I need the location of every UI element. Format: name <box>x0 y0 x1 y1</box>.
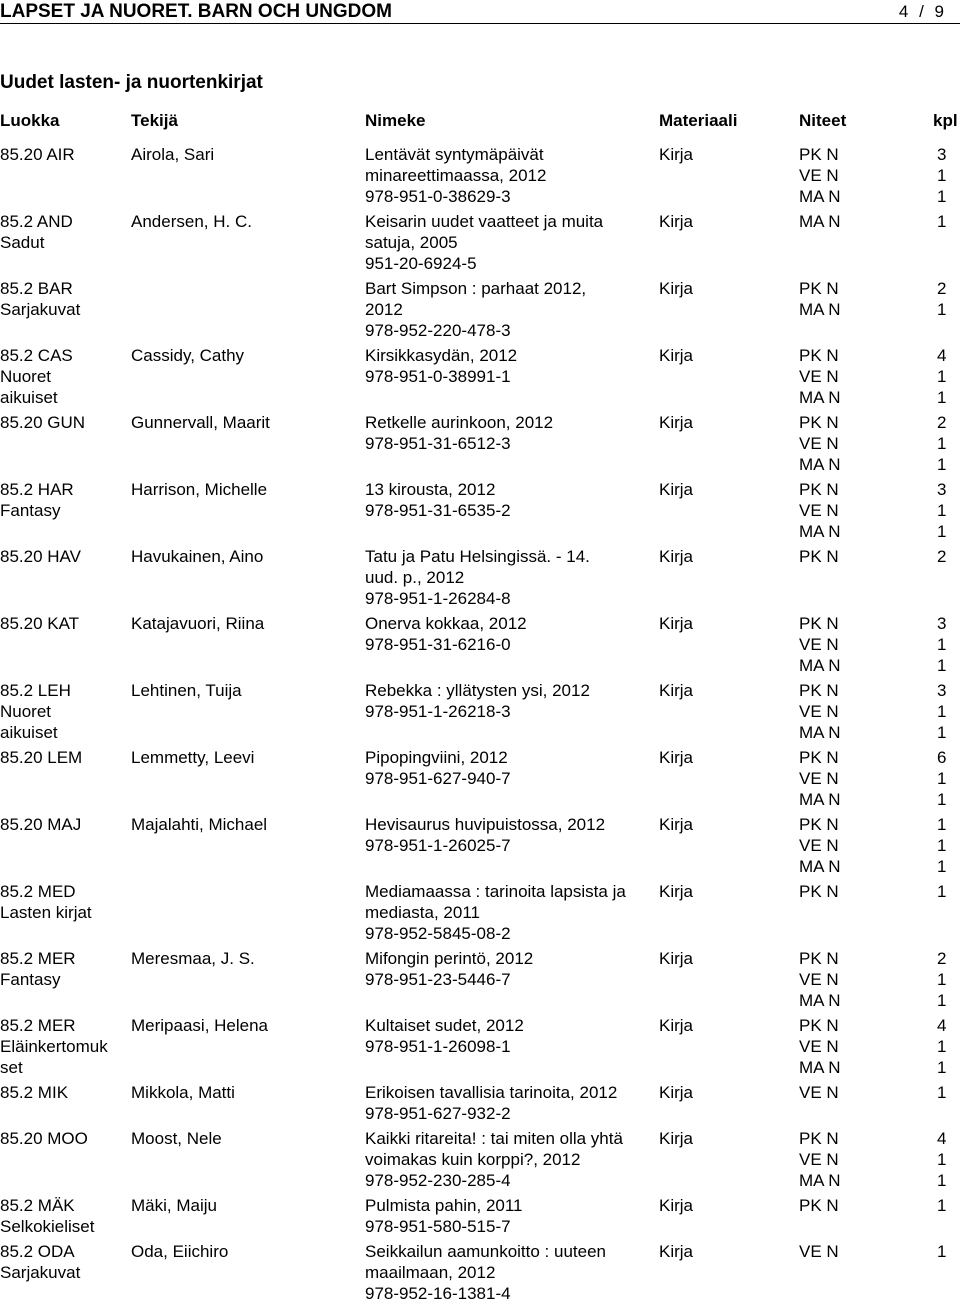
copy-count: 1 <box>937 1083 947 1102</box>
cell-material: Kirja <box>659 681 694 700</box>
copy-entry <box>799 814 947 835</box>
copy-location: MA N <box>799 187 841 206</box>
copy-entry <box>799 680 947 701</box>
cell-author: Gunnervall, Maarit <box>131 413 270 432</box>
copy-location: MA N <box>799 857 841 876</box>
copy-count: 1 <box>937 1150 947 1169</box>
copy-entry <box>799 412 947 433</box>
copy-location: VE N <box>799 836 839 855</box>
cell-copies <box>799 613 947 676</box>
cell-title: Kirsikkasydän, 2012 978-951-0-38991-1 <box>365 346 518 386</box>
cell-author: Harrison, Michelle <box>131 480 268 499</box>
cell-author: Oda, Eiichiro <box>131 1242 229 1261</box>
copy-entry <box>799 1128 947 1149</box>
page-number: 4 / 9 <box>898 1 944 21</box>
copy-entry <box>799 835 947 856</box>
copy-location: MA N <box>799 300 841 319</box>
copy-location: VE N <box>799 1150 839 1169</box>
cell-class: 85.20 MOO <box>0 1129 88 1148</box>
cell-title: Hevisaurus huvipuistossa, 2012 978-951-1-26025-7 <box>365 815 606 855</box>
cell-copies <box>799 412 947 475</box>
cell-author: Mäki, Maiju <box>131 1196 217 1215</box>
column-headers <box>0 111 960 133</box>
copy-count: 1 <box>937 434 947 453</box>
cell-author: Andersen, H. C. <box>131 212 252 231</box>
copy-entry <box>799 500 947 521</box>
copy-count: 1 <box>937 388 947 407</box>
cell-copies <box>799 1241 947 1262</box>
cell-author: Moost, Nele <box>131 1129 222 1148</box>
cell-copies <box>799 747 947 810</box>
copy-location: MA N <box>799 790 841 809</box>
col-header-kpl: kpl <box>933 111 958 130</box>
col-header-material: Materiaali <box>659 111 738 130</box>
copy-count: 6 <box>937 748 947 767</box>
cell-title: Kultaiset sudet, 2012 978-951-1-26098-1 <box>365 1016 524 1056</box>
copy-entry <box>799 454 947 475</box>
cell-title: 13 kirousta, 2012 978-951-31-6535-2 <box>365 480 511 520</box>
copy-location: VE N <box>799 501 839 520</box>
copy-entry <box>799 546 947 567</box>
cell-copies <box>799 1195 947 1216</box>
cell-class: 85.20 GUN <box>0 413 86 432</box>
cell-material: Kirja <box>659 1016 694 1035</box>
copy-count: 1 <box>937 723 947 742</box>
cell-material: Kirja <box>659 1242 694 1261</box>
copy-entry <box>799 433 947 454</box>
table-row <box>0 881 960 948</box>
copy-count: 1 <box>937 455 947 474</box>
cell-copies <box>799 546 947 567</box>
cell-title: Erikoisen tavallisia tarinoita, 2012 978-951-627-932-2 <box>365 1083 618 1123</box>
table-row <box>0 1195 960 1241</box>
cell-author: Meripaasi, Helena <box>131 1016 269 1035</box>
copy-count: 1 <box>937 1196 947 1215</box>
copy-location: MA N <box>799 1171 841 1190</box>
cell-class: 85.2 AND Sadut <box>0 212 73 252</box>
copy-location: PK N <box>799 748 839 767</box>
table-row <box>0 211 960 278</box>
cell-class: 85.20 LEM <box>0 748 83 767</box>
copy-location: MA N <box>799 1058 841 1077</box>
copy-count: 2 <box>937 279 947 298</box>
copy-count: 1 <box>937 166 947 185</box>
copy-entry <box>799 1036 947 1057</box>
copy-location: MA N <box>799 522 841 541</box>
copy-count: 1 <box>937 970 947 989</box>
copy-location: PK N <box>799 1129 839 1148</box>
cell-copies <box>799 1015 947 1078</box>
copy-count: 1 <box>937 815 947 834</box>
copy-entry <box>799 1082 947 1103</box>
table-row <box>0 345 960 412</box>
copy-entry <box>799 345 947 366</box>
table-row <box>0 747 960 814</box>
copy-location: PK N <box>799 614 839 633</box>
copy-count: 1 <box>937 522 947 541</box>
cell-material: Kirja <box>659 949 694 968</box>
copy-location: PK N <box>799 1196 839 1215</box>
table-row <box>0 948 960 1015</box>
copy-entry <box>799 387 947 408</box>
cell-author: Cassidy, Cathy <box>131 346 245 365</box>
copy-entry <box>799 655 947 676</box>
copy-count: 1 <box>937 367 947 386</box>
copy-location: PK N <box>799 815 839 834</box>
copy-location: VE N <box>799 702 839 721</box>
cell-title: Mifongin perintö, 2012 978-951-23-5446-7 <box>365 949 534 989</box>
copy-count: 4 <box>937 346 947 365</box>
copy-count: 4 <box>937 1129 947 1148</box>
copy-count: 1 <box>937 187 947 206</box>
cell-title: Keisarin uudet vaatteet ja muita satuja, 2005 951-20-6924-5 <box>365 212 604 273</box>
copy-count: 1 <box>937 1242 947 1261</box>
cell-author: Lemmetty, Leevi <box>131 748 255 767</box>
copy-entry <box>799 165 947 186</box>
cell-class: 85.2 MER Eläinkertomuk set <box>0 1016 108 1077</box>
cell-copies <box>799 144 947 207</box>
book-list <box>0 144 960 1308</box>
table-row <box>0 1015 960 1082</box>
section-title: Uudet lasten- ja nuortenkirjat <box>0 72 263 93</box>
copy-count: 1 <box>937 769 947 788</box>
copy-count: 1 <box>937 635 947 654</box>
copy-location: PK N <box>799 413 839 432</box>
copy-entry <box>799 701 947 722</box>
copy-location: MA N <box>799 723 841 742</box>
cell-author: Lehtinen, Tuija <box>131 681 242 700</box>
cell-class: 85.20 KAT <box>0 614 80 633</box>
copy-count: 1 <box>937 790 947 809</box>
col-header-author: Tekijä <box>131 111 178 130</box>
copy-location: MA N <box>799 212 841 231</box>
copy-entry <box>799 186 947 207</box>
copy-location: VE N <box>799 434 839 453</box>
cell-copies <box>799 814 947 877</box>
copy-entry <box>799 1015 947 1036</box>
cell-copies <box>799 680 947 743</box>
table-row <box>0 613 960 680</box>
cell-title: Pulmista pahin, 2011 978-951-580-515-7 <box>365 1196 523 1236</box>
cell-material: Kirja <box>659 480 694 499</box>
cell-material: Kirja <box>659 748 694 767</box>
copy-count: 1 <box>937 857 947 876</box>
copy-count: 4 <box>937 1016 947 1035</box>
copy-count: 3 <box>937 681 947 700</box>
copy-count: 1 <box>937 1058 947 1077</box>
copy-entry <box>799 634 947 655</box>
cell-copies <box>799 479 947 542</box>
copy-entry <box>799 1170 947 1191</box>
cell-material: Kirja <box>659 1129 694 1148</box>
copy-entry <box>799 969 947 990</box>
cell-material: Kirja <box>659 882 694 901</box>
copy-location: MA N <box>799 388 841 407</box>
cell-title: Mediamaassa : tarinoita lapsista ja mediasta, 2011 978-952-5845-08-2 <box>365 882 626 943</box>
cell-material: Kirja <box>659 1083 694 1102</box>
table-row <box>0 680 960 747</box>
copy-entry <box>799 521 947 542</box>
cell-title: Kaikki ritareita! : tai miten olla yhtä voimakas kuin korppi?, 2012 978-952-230-285-4 <box>365 1129 623 1190</box>
cell-title: Tatu ja Patu Helsingissä. - 14. uud. p., 2012 978-951-1-26284-8 <box>365 547 590 608</box>
cell-author: Mikkola, Matti <box>131 1083 235 1102</box>
copy-location: PK N <box>799 279 839 298</box>
cell-material: Kirja <box>659 614 694 633</box>
cell-copies <box>799 1128 947 1191</box>
cell-copies <box>799 345 947 408</box>
copy-entry <box>799 990 947 1011</box>
cell-class: 85.2 CAS Nuoret aikuiset <box>0 346 73 407</box>
copy-entry <box>799 211 947 232</box>
cell-class: 85.2 MIK <box>0 1083 69 1102</box>
copy-location: PK N <box>799 346 839 365</box>
cell-material: Kirja <box>659 145 694 164</box>
table-row <box>0 1128 960 1195</box>
copy-entry <box>799 1149 947 1170</box>
cell-author: Havukainen, Aino <box>131 547 264 566</box>
copy-entry <box>799 881 947 902</box>
copy-entry <box>799 948 947 969</box>
cell-material: Kirja <box>659 279 694 298</box>
cell-copies <box>799 948 947 1011</box>
copy-location: VE N <box>799 1083 839 1102</box>
cell-class: 85.2 LEH Nuoret aikuiset <box>0 681 71 742</box>
cell-class: 85.2 MÄK Selkokieliset <box>0 1196 95 1236</box>
copy-entry <box>799 1195 947 1216</box>
cell-class: 85.2 MER Fantasy <box>0 949 76 989</box>
table-row <box>0 1241 960 1308</box>
table-row <box>0 1082 960 1128</box>
copy-location: VE N <box>799 635 839 654</box>
cell-title: Pipopingviini, 2012 978-951-627-940-7 <box>365 748 511 788</box>
copy-location: PK N <box>799 145 839 164</box>
cell-class: 85.2 BAR Sarjakuvat <box>0 279 81 319</box>
cell-author: Airola, Sari <box>131 145 215 164</box>
copy-entry <box>799 144 947 165</box>
cell-title: Seikkailun aamunkoitto : uuteen maailmaan, 2012 978-952-16-1381-4 <box>365 1242 606 1303</box>
table-row <box>0 479 960 546</box>
copy-count: 1 <box>937 212 947 231</box>
cell-class: 85.20 MAJ <box>0 815 82 834</box>
copy-count: 1 <box>937 501 947 520</box>
copy-entry <box>799 299 947 320</box>
col-header-copies: Niteet <box>799 111 847 130</box>
copy-entry <box>799 789 947 810</box>
copy-count: 1 <box>937 702 947 721</box>
table-row <box>0 412 960 479</box>
copy-location: PK N <box>799 949 839 968</box>
cell-material: Kirja <box>659 547 694 566</box>
copy-location: PK N <box>799 480 839 499</box>
cell-material: Kirja <box>659 346 694 365</box>
copy-location: PK N <box>799 547 839 566</box>
cell-class: 85.2 MED Lasten kirjat <box>0 882 92 922</box>
copy-count: 2 <box>937 547 947 566</box>
copy-location: VE N <box>799 166 839 185</box>
copy-count: 1 <box>937 991 947 1010</box>
cell-material: Kirja <box>659 815 694 834</box>
copy-location: VE N <box>799 769 839 788</box>
cell-copies <box>799 1082 947 1103</box>
copy-entry <box>799 856 947 877</box>
cell-material: Kirja <box>659 212 694 231</box>
table-row <box>0 546 960 613</box>
cell-author: Meresmaa, J. S. <box>131 949 255 968</box>
copy-count: 1 <box>937 882 947 901</box>
page-header <box>0 0 960 24</box>
copy-count: 1 <box>937 836 947 855</box>
copy-count: 3 <box>937 145 947 164</box>
copy-location: MA N <box>799 656 841 675</box>
copy-entry <box>799 479 947 500</box>
copy-entry <box>799 278 947 299</box>
cell-author: Katajavuori, Riina <box>131 614 265 633</box>
cell-class: 85.20 HAV <box>0 547 81 566</box>
copy-count: 3 <box>937 614 947 633</box>
cell-author: Majalahti, Michael <box>131 815 268 834</box>
copy-entry <box>799 1241 947 1262</box>
copy-location: PK N <box>799 882 839 901</box>
table-row <box>0 814 960 881</box>
copy-entry <box>799 768 947 789</box>
cell-title: Retkelle aurinkoon, 2012 978-951-31-6512-3 <box>365 413 554 453</box>
copy-count: 1 <box>937 656 947 675</box>
cell-material: Kirja <box>659 413 694 432</box>
copy-location: VE N <box>799 970 839 989</box>
cell-title: Onerva kokkaa, 2012 978-951-31-6216-0 <box>365 614 527 654</box>
copy-location: VE N <box>799 1037 839 1056</box>
col-header-title: Nimeke <box>365 111 426 130</box>
header-title: LAPSET JA NUORET. BARN OCH UNGDOM <box>0 0 392 22</box>
copy-location: PK N <box>799 681 839 700</box>
copy-count: 1 <box>937 1037 947 1056</box>
copy-count: 1 <box>937 1171 947 1190</box>
cell-copies <box>799 278 947 320</box>
cell-class: 85.20 AIR <box>0 145 75 164</box>
copy-location: MA N <box>799 455 841 474</box>
copy-count: 3 <box>937 480 947 499</box>
copy-entry <box>799 1057 947 1078</box>
copy-entry <box>799 722 947 743</box>
cell-material: Kirja <box>659 1196 694 1215</box>
table-row <box>0 278 960 345</box>
cell-class: 85.2 HAR Fantasy <box>0 480 74 520</box>
cell-title: Bart Simpson : parhaat 2012, 2012 978-952-220-478-3 <box>365 279 587 340</box>
copy-location: VE N <box>799 367 839 386</box>
cell-class: 85.2 ODA Sarjakuvat <box>0 1242 81 1282</box>
copy-location: PK N <box>799 1016 839 1035</box>
copy-count: 1 <box>937 300 947 319</box>
copy-count: 2 <box>937 413 947 432</box>
cell-title: Lentävät syntymäpäivät minareettimaassa, 2012 978-951-0-38629-3 <box>365 145 547 206</box>
table-row <box>0 144 960 211</box>
copy-location: MA N <box>799 991 841 1010</box>
copy-count: 2 <box>937 949 947 968</box>
cell-title: Rebekka : yllätysten ysi, 2012 978-951-1-26218-3 <box>365 681 590 721</box>
copy-entry <box>799 366 947 387</box>
col-header-class: Luokka <box>0 111 60 130</box>
cell-copies <box>799 211 947 232</box>
copy-location: VE N <box>799 1242 839 1261</box>
copy-entry <box>799 747 947 768</box>
copy-entry <box>799 613 947 634</box>
cell-copies <box>799 881 947 902</box>
